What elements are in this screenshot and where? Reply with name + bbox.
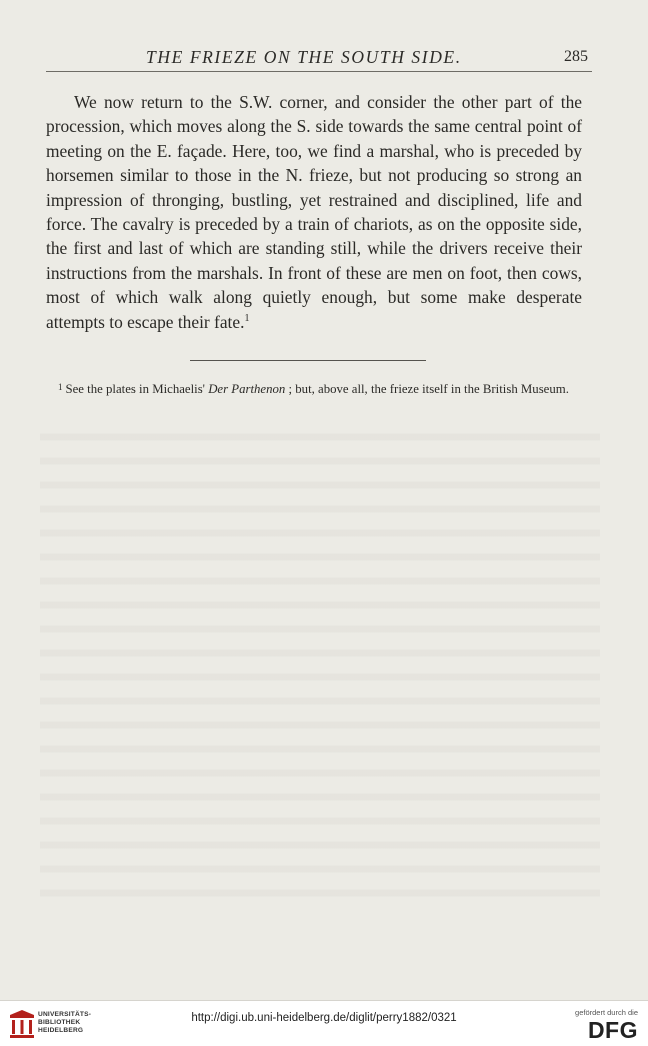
footnote-rule	[190, 360, 426, 361]
footnote	[46, 380, 582, 398]
library-name-line: UNIVERSITÄTS-	[38, 1011, 92, 1018]
permalink-url[interactable]: http://digi.ub.uni-heidelberg.de/diglit/perry1882/0321	[191, 1012, 457, 1024]
running-head: THE FRIEZE ON THE SOUTH SIDE.	[146, 47, 462, 67]
page-number: 285	[564, 48, 588, 65]
library-name-line: BIBLIOTHEK	[38, 1019, 81, 1026]
footnote-text-after: ; but, above all, the frieze itself in the British Museum.	[285, 382, 569, 396]
viewer-footer	[0, 1000, 648, 1046]
footnote-reference: 1	[244, 312, 250, 324]
funding-label: gefördert durch die	[575, 1008, 638, 1017]
body-text: We now return to the S.W. corner, and consider the other part of the procession, which moves along the S. side towards the same central point of meeting on the E. façade. Here, too, we find a marshal, who is preceded by horsemen similar to those in the N. frieze, but not producing so strong an impression of thronging, bustling, yet restrained and disciplined, life and force. The cavalry is preceded by a train of chariots, as on the opposite side, the first and last of which are standing still, while the drivers receive their instructions from the marshals. In front of these are men on foot, then cows, most of which walk along quietly enough, but some make desperate attempts to escape their fate.	[46, 92, 582, 332]
library-name-line: HEIDELBERG	[38, 1027, 84, 1034]
dfg-logo: DFG	[587, 1017, 638, 1043]
page-header	[46, 43, 592, 73]
footnote-title: Der Parthenon	[208, 382, 286, 396]
header-rule	[46, 71, 592, 72]
footnote-mark: 1	[58, 382, 63, 392]
footnote-text-before: See the plates in Michaelis'	[65, 382, 209, 396]
show-through-texture	[40, 420, 600, 900]
body-paragraph	[46, 90, 582, 334]
